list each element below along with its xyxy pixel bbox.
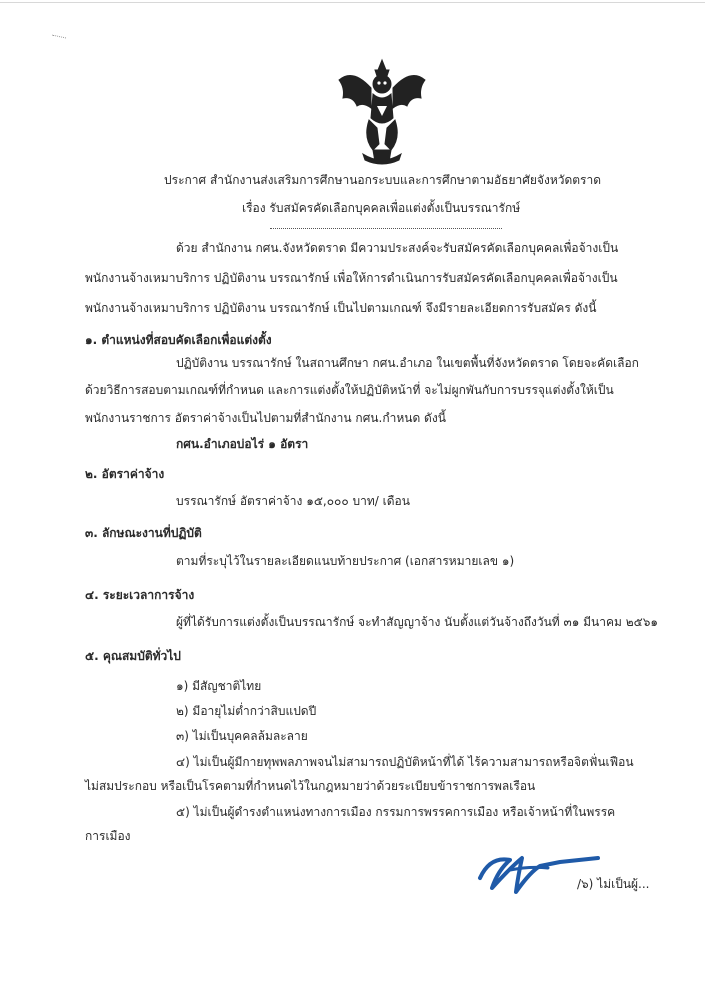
announcement-title: ประกาศ สำนักงานส่งเสริมการศึกษานอกระบบและการศึกษาตามอัธยาศัยจังหวัดตราด bbox=[164, 173, 602, 187]
section-3-text: ตามที่ระบุไว้ในรายละเอียดแนบท้ายประกาศ (เอกสารหมายเลข ๑) bbox=[176, 554, 515, 568]
section-4-text: ผู้ที่ได้รับการแต่งตั้งเป็นบรรณารักษ์ จะทำสัญญาจ้าง นับตั้งแต่วันจ้างถึงวันที่ ๓๑ มีนาคม ๒๕๖๑ bbox=[176, 615, 658, 629]
section-3-heading: ๓. ลักษณะงานที่ปฏิบัติ bbox=[85, 526, 202, 540]
continuation-note: /๖) ไม่เป็นผู้... bbox=[577, 877, 650, 891]
section-5-heading: ๕. คุณสมบัติทั่วไป bbox=[85, 649, 181, 663]
section-1-heading: ๑. ตำแหน่งที่สอบคัดเลือกเพื่อแต่งตั้ง bbox=[85, 333, 272, 347]
section-4-heading: ๔. ระยะเวลาการจ้าง bbox=[85, 588, 195, 602]
scan-speck bbox=[52, 35, 66, 40]
section-2-text: บรรณารักษ์ อัตราค่าจ้าง ๑๕,๐๐๐ บาท/ เดือน bbox=[176, 494, 410, 508]
qualification-item-4-cont: ไม่สมประกอบ หรือเป็นโรคตามที่กำหนดไว้ในกฎหมายว่าด้วยระเบียบข้าราชการพลเรือน bbox=[85, 779, 536, 793]
qualification-item-4: ๔) ไม่เป็นผู้มีกายทุพพลภาพจนไม่สามารถปฏิบัติหน้าที่ได้ ไร้ความสามารถหรือจิตฟั่นเฟือน bbox=[176, 755, 634, 769]
intro-line-3: พนักงานจ้างเหมาบริการ ปฏิบัติงาน บรรณารักษ์ เป็นไปตามเกณฑ์ จึงมีรายละเอียดการรับสมัคร ดังนี้ bbox=[85, 301, 597, 315]
subject-line: เรื่อง รับสมัครคัดเลือกบุคคลเพื่อแต่งตั้งเป็นบรรณารักษ์ bbox=[242, 201, 521, 215]
qualification-item-5: ๕) ไม่เป็นผู้ดำรงตำแหน่งทางการเมือง กรรมการพรรคการเมือง หรือเจ้าหน้าที่ในพรรค bbox=[176, 805, 616, 819]
dotted-separator bbox=[270, 228, 502, 229]
qualification-item-2: ๒) มีอายุไม่ต่ำกว่าสิบแปดปี bbox=[176, 704, 317, 718]
section-1-line-2: ด้วยวิธีการสอบตามเกณฑ์ที่กำหนด และการแต่งตั้งให้ปฏิบัติหน้าที่ จะไม่ผูกพันกับการบรรจุแต่งตั้งให้เป็น bbox=[85, 383, 614, 397]
section-1-district: กศน.อำเภอบ่อไร่ ๑ อัตรา bbox=[176, 437, 309, 451]
section-1-line-3: พนักงานราชการ อัตราค่าจ้างเป็นไปตามที่สำนักงาน กศน.กำหนด ดังนี้ bbox=[85, 411, 446, 425]
intro-line-2: พนักงานจ้างเหมาบริการ ปฏิบัติงาน บรรณารักษ์ เพื่อให้การดำเนินการรับสมัครคัดเลือกบุคคลเพื่อจ้างเป็น bbox=[85, 271, 618, 285]
section-1-line-1: ปฏิบัติงาน บรรณารักษ์ ในสถานศึกษา กศน.อำเภอ ในเขตพื้นที่จังหวัดตราด โดยจะคัดเลือก bbox=[176, 356, 639, 370]
qualification-item-5-cont: การเมือง bbox=[85, 829, 131, 843]
garuda-emblem-icon bbox=[333, 58, 431, 166]
qualification-item-3: ๓) ไม่เป็นบุคคลล้มละลาย bbox=[176, 729, 308, 743]
qualification-item-1: ๑) มีสัญชาติไทย bbox=[176, 679, 262, 693]
section-2-heading: ๒. อัตราค่าจ้าง bbox=[85, 467, 165, 481]
scan-edge-line bbox=[0, 2, 705, 3]
intro-line-1: ด้วย สำนักงาน กศน.จังหวัดตราด มีความประสงค์จะรับสมัครคัดเลือกบุคคลเพื่อจ้างเป็น bbox=[176, 241, 619, 255]
